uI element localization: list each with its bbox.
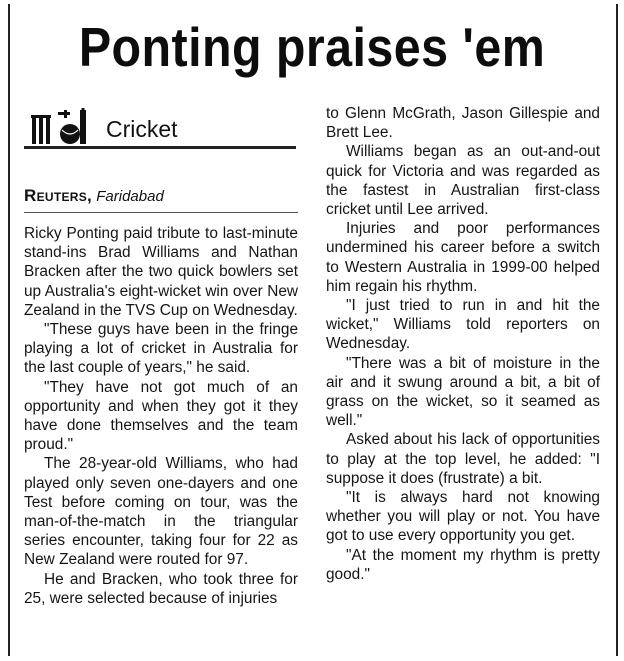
paragraph: The 28-year-old Williams, who had played only seven one-dayers and one Test before coming on tour, was the man-of-the-match in the triangular series encounter, taking four for 22 as New Zealand were routed for 97. (24, 455, 298, 569)
article-column-2 (326, 104, 600, 584)
paragraph: to Glenn McGrath, Jason Gillespie and Brett Lee. (326, 105, 600, 142)
article-column-1 (24, 224, 298, 608)
section-header (24, 102, 296, 150)
byline-agency: Reuters, (24, 186, 93, 205)
byline-rule (24, 212, 298, 213)
section-rule (24, 146, 296, 149)
paragraph: Williams began as an out-and-out quick for Victoria and was regarded as the fastest in Australian first-class cricket until Lee arrived. (326, 143, 600, 219)
paragraph: "At the moment my rhythm is pretty good." (326, 546, 600, 583)
cricket-bat-ball-stumps-icon (26, 108, 100, 146)
section-label: Cricket (106, 116, 178, 142)
byline (24, 186, 164, 206)
byline-city: Faridabad (96, 188, 164, 205)
paragraph: He and Bracken, who took three for 25, were selected because of injuries (24, 570, 298, 607)
paragraph: Asked about his lack of opportunities to play at the top level, he added: "I suppose it does (frustrate) a bit. (326, 431, 600, 487)
paragraph: "These guys have been in the fringe playing a lot of cricket in Australia for the last couple of years," he said. (24, 321, 298, 377)
headline: Ponting praises 'em (78, 16, 546, 78)
paragraph: "They have not got much of an opportunity and when they got it they have done themselves and the team proud." (24, 378, 298, 454)
paragraph: Injuries and poor performances undermined his career before a switch to Western Australia in 1999-00 helped him regain his rhythm. (326, 220, 600, 295)
paragraph: "It is always hard not knowing whether you will play or not. You have got to use every opportunity you get. (326, 489, 600, 545)
paragraph: "I just tried to run in and hit the wicket," Williams told reporters on Wednesday. (326, 297, 600, 353)
paragraph: Ricky Ponting paid tribute to last-minute stand-ins Brad Williams and Nathan Bracken after the two quick bowlers set up Australia's eight-wicket win over New Zealand in the TVS Cup on Wednesday. (24, 225, 298, 319)
paragraph: "There was a bit of moisture in the air and it swung around a bit, a bit of grass on the wicket, so it seamed as well." (326, 354, 600, 430)
